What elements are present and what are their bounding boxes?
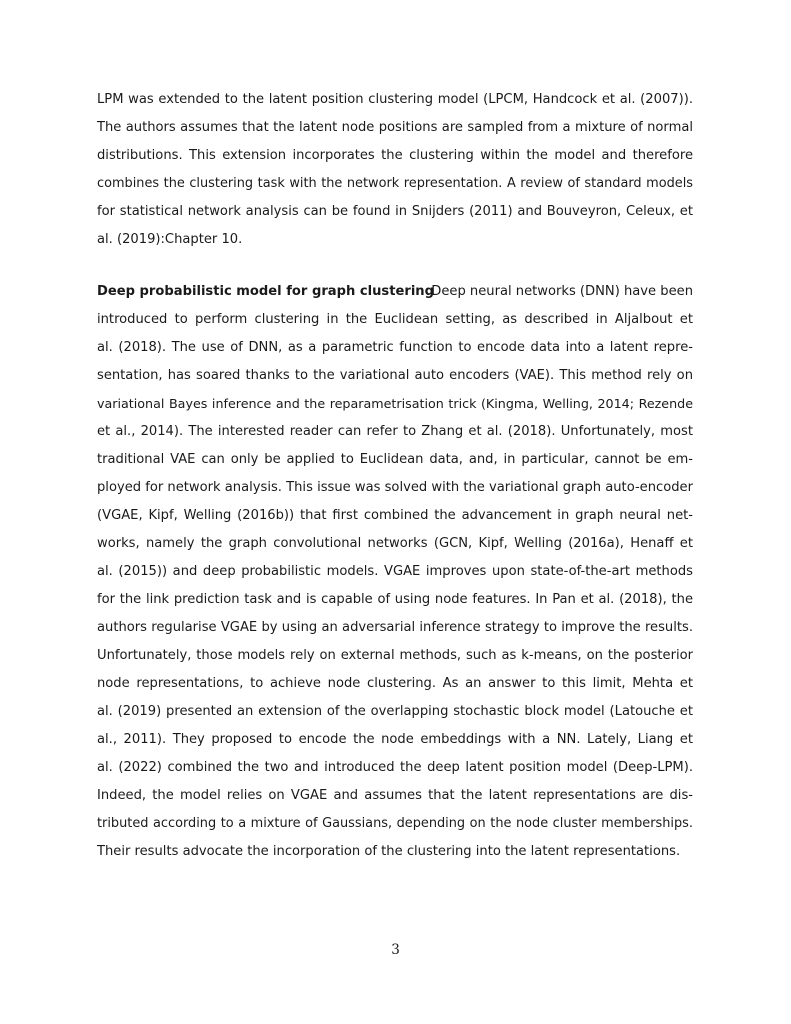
text-line: distributions. This extension incorporates the clustering within the model and therefore — [97, 148, 693, 163]
text-line: The authors assumes that the latent node positions are sampled from a mixture of normal — [97, 120, 693, 135]
text-line: introduced to perform clustering in the Euclidean setting, as described in Aljalbout et — [97, 312, 693, 327]
text-line: al. (2018). The use of DNN, as a parametric function to encode data into a latent repre- — [97, 340, 693, 355]
text-line: et al., 2014). The interested reader can refer to Zhang et al. (2018). Unfortunately, most — [97, 424, 693, 439]
text-line: al. (2019):Chapter 10. — [97, 232, 243, 247]
text-line: authors regularise VGAE by using an adversarial inference strategy to improve the results. — [97, 620, 693, 635]
text-line: (VGAE, Kipf, Welling (2016b)) that first combined the advancement in graph neural net- — [97, 508, 693, 523]
page-number: 3 — [391, 942, 400, 958]
text-line: ployed for network analysis. This issue was solved with the variational graph auto-encoder — [97, 480, 693, 495]
text-line: al. (2019) presented an extension of the overlapping stochastic block model (Latouche et — [97, 704, 693, 719]
text-line: Unfortunately, those models rely on external methods, such as k-means, on the posterior — [97, 648, 693, 663]
text-line: tributed according to a mixture of Gaussians, depending on the node cluster memberships. — [97, 816, 693, 831]
text-line: LPM was extended to the latent position clustering model (LPCM, Handcock et al. (2007)). — [97, 92, 693, 107]
text-line: works, namely the graph convolutional networks (GCN, Kipf, Welling (2016a), Henaff et — [97, 536, 693, 551]
text-line: for the link prediction task and is capable of using node features. In Pan et al. (2018), the — [97, 592, 693, 607]
text-line-rest: Deep neural networks (DNN) have been — [431, 284, 693, 299]
text-line: Their results advocate the incorporation of the clustering into the latent representations. — [97, 844, 681, 859]
text-line: traditional VAE can only be applied to Euclidean data, and, in particular, cannot be em- — [97, 452, 693, 467]
text-line: for statistical network analysis can be found in Snijders (2011) and Bouveyron, Celeux, et — [97, 204, 693, 219]
text-line: sentation, has soared thanks to the variational auto encoders (VAE). This method rely on — [97, 368, 693, 383]
text-line: al. (2022) combined the two and introduced the deep latent position model (Deep-LPM). — [97, 760, 693, 775]
text-line: node representations, to achieve node clustering. As an answer to this limit, Mehta et — [97, 676, 693, 691]
text-line: al. (2015)) and deep probabilistic models. VGAE improves upon state-of-the-art methods — [97, 564, 693, 579]
text-line: al., 2011). They proposed to encode the node embeddings with a NN. Lately, Liang et — [97, 732, 693, 747]
text-line: combines the clustering task with the network representation. A review of standard models — [97, 176, 693, 191]
text-line: variational Bayes inference and the reparametrisation trick (Kingma, Welling, 2014; Rezende — [97, 396, 693, 411]
text-line: Indeed, the model relies on VGAE and assumes that the latent representations are dis- — [97, 788, 693, 803]
paragraph-first-line — [97, 282, 693, 302]
paragraph-heading: Deep probabilistic model for graph clustering — [97, 284, 435, 299]
